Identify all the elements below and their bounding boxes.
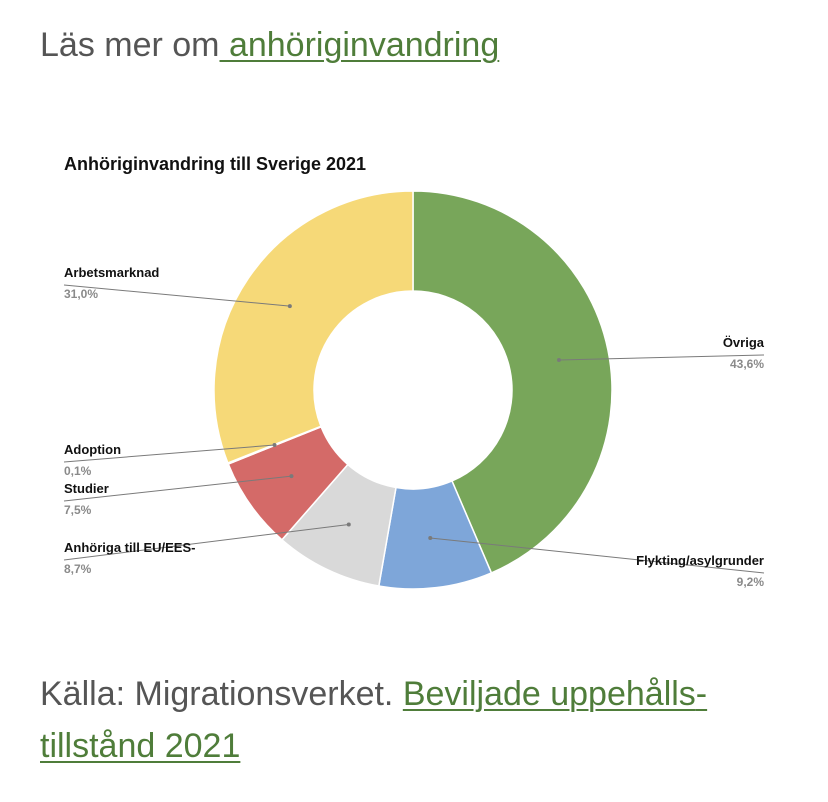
value-label-arbetsmarknad: 31,0% [64, 287, 99, 301]
source-text [40, 668, 800, 772]
value-label-anhoriga-till-eu-ees: 8,7% [64, 562, 92, 576]
anhoriginvandring-link[interactable]: anhöriginvandring [219, 26, 500, 64]
chart-slices [214, 191, 612, 589]
leader-dot-arbetsmarknad [288, 304, 292, 308]
value-label-ovriga: 43,6% [729, 357, 764, 371]
label-arbetsmarknad: Arbetsmarknad [64, 265, 160, 280]
value-label-adoption: 0,1% [64, 464, 92, 478]
label-flykting-asylgrunder: Flykting/asylgrunder [636, 553, 764, 568]
beviljade-uppehallstillstand-link[interactable]: Beviljade uppehållstillstånd 2021 [40, 675, 708, 765]
leader-dot-ovriga [557, 358, 561, 362]
leader-dot-studier [289, 474, 293, 478]
intro-prefix: Läs mer om [40, 26, 220, 64]
label-ovriga: Övriga [722, 335, 764, 350]
intro-text [40, 22, 499, 68]
donut-chart [0, 140, 828, 610]
leader-dot-anhoriga-till-eu-ees [347, 522, 351, 526]
label-adoption: Adoption [64, 442, 122, 457]
value-label-flykting-asylgrunder: 9,2% [736, 575, 764, 589]
leader-dot-adoption [273, 443, 277, 447]
label-studier: Studier [64, 481, 109, 496]
source-prefix: Källa: Migrationsverket. [40, 675, 403, 713]
slice-arbetsmarknad [214, 191, 413, 463]
chart-title: Anhöriginvandring till Sverige 2021 [64, 154, 367, 174]
leader-dot-flykting-asylgrunder [428, 536, 432, 540]
value-label-studier: 7,5% [64, 503, 92, 517]
label-anhoriga-till-eu-ees: Anhöriga till EU/EES- [64, 540, 196, 555]
